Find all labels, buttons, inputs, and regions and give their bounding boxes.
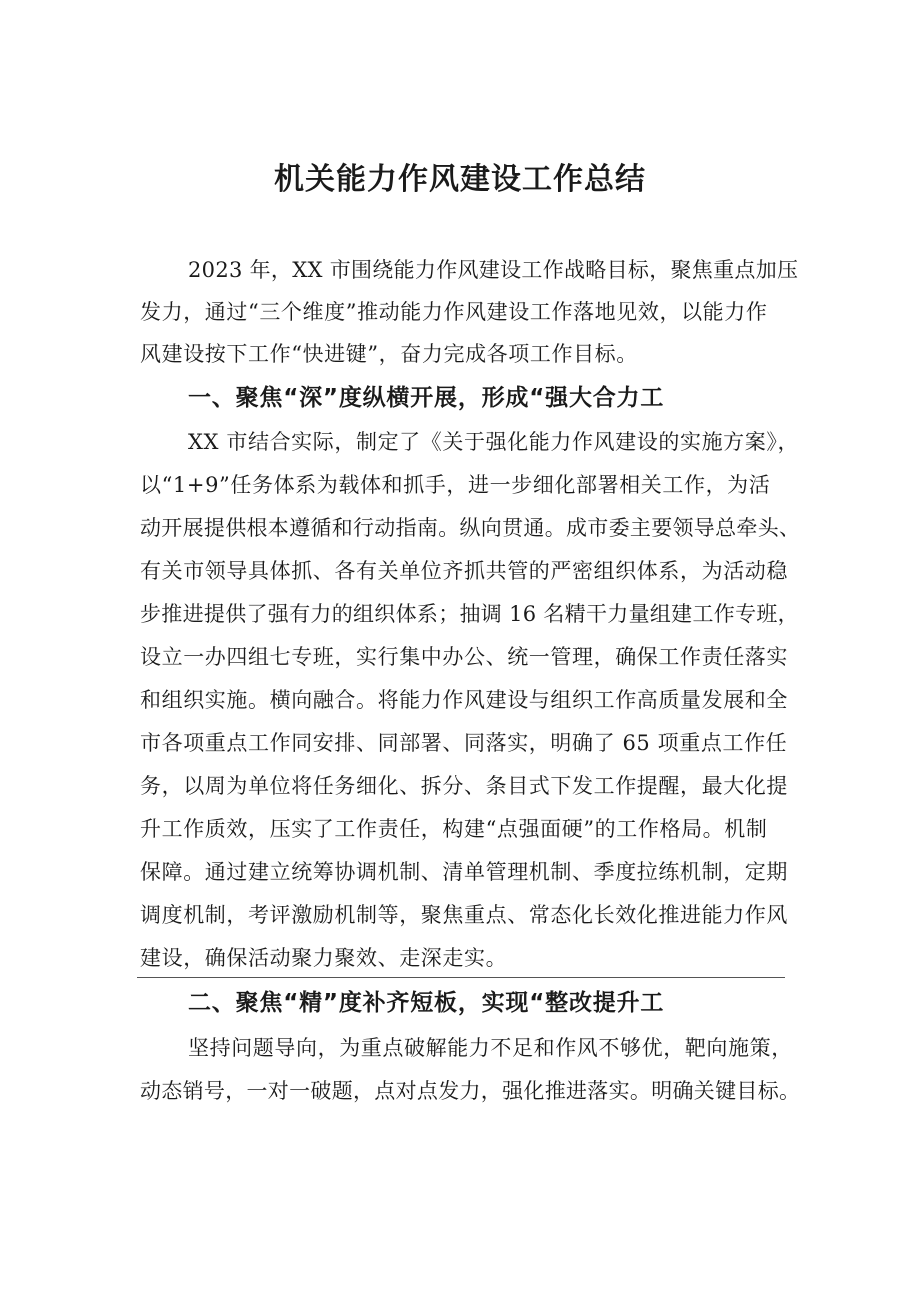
paragraph-line: 风建设按下工作“快进键”，奋力完成各项工作目标。 <box>140 342 638 366</box>
document-title: 机关能力作风建设工作总结 <box>274 162 646 197</box>
section-heading-2: 二、聚焦“精”度补齐短板，实现“整改提升工 <box>188 990 665 1016</box>
paragraph-line: 有关市领导具体抓、各有关单位齐抓共管的严密组织体系，为活动稳 <box>140 559 788 583</box>
paragraph-line: 2023 年，XX 市围绕能力作风建设工作战略目标，聚焦重点加压 <box>188 258 799 282</box>
paragraph-line: 务，以周为单位将任务细化、拆分、条目式下发工作提醒，最大化提 <box>140 774 788 798</box>
paragraph-line: 保障。通过建立统筹协调机制、清单管理机制、季度拉练机制，定期 <box>140 860 788 884</box>
paragraph-line: 调度机制，考评激励机制等，聚焦重点、常态化长效化推进能力作风 <box>140 903 788 927</box>
paragraph-line: 升工作质效，压实了工作责任，构建“点强面硬”的工作格局。机制 <box>140 817 768 841</box>
paragraph-line: XX 市结合实际，制定了《关于强化能力作风建设的实施方案》， <box>188 430 800 454</box>
paragraph-line: 市各项重点工作同安排、同部署、同落实，明确了 65 项重点工作任 <box>140 731 788 755</box>
paragraph-line: 建设，确保活动聚力聚效、走深走实。 <box>140 946 508 970</box>
paragraph-line: 步推进提供了强有力的组织体系；抽调 16 名精干力量组建工作专班， <box>140 602 799 626</box>
paragraph-line: 动态销号，一对一破题，点对点发力，强化推进落实。明确关键目标。 <box>140 1079 801 1103</box>
section-heading-1: 一、聚焦“深”度纵横开展，形成“强大合力工 <box>188 385 665 411</box>
paragraph-line: 以“1+9”任务体系为载体和抓手，进一步细化部署相关工作，为活 <box>140 473 771 497</box>
paragraph-line: 坚持问题导向，为重点破解能力不足和作风不够优，靶向施策， <box>188 1036 793 1060</box>
horizontal-rule <box>137 977 785 978</box>
paragraph-line: 设立一办四组七专班，实行集中办公、统一管理，确保工作责任落实 <box>140 645 788 669</box>
paragraph-line: 发力，通过“三个维度”推动能力作风建设工作落地见效，以能力作 <box>140 300 768 324</box>
paragraph-line: 动开展提供根本遵循和行动指南。纵向贯通。成市委主要领导总牵头、 <box>140 516 801 540</box>
paragraph-line: 和组织实施。横向融合。将能力作风建设与组织工作高质量发展和全 <box>140 688 788 712</box>
